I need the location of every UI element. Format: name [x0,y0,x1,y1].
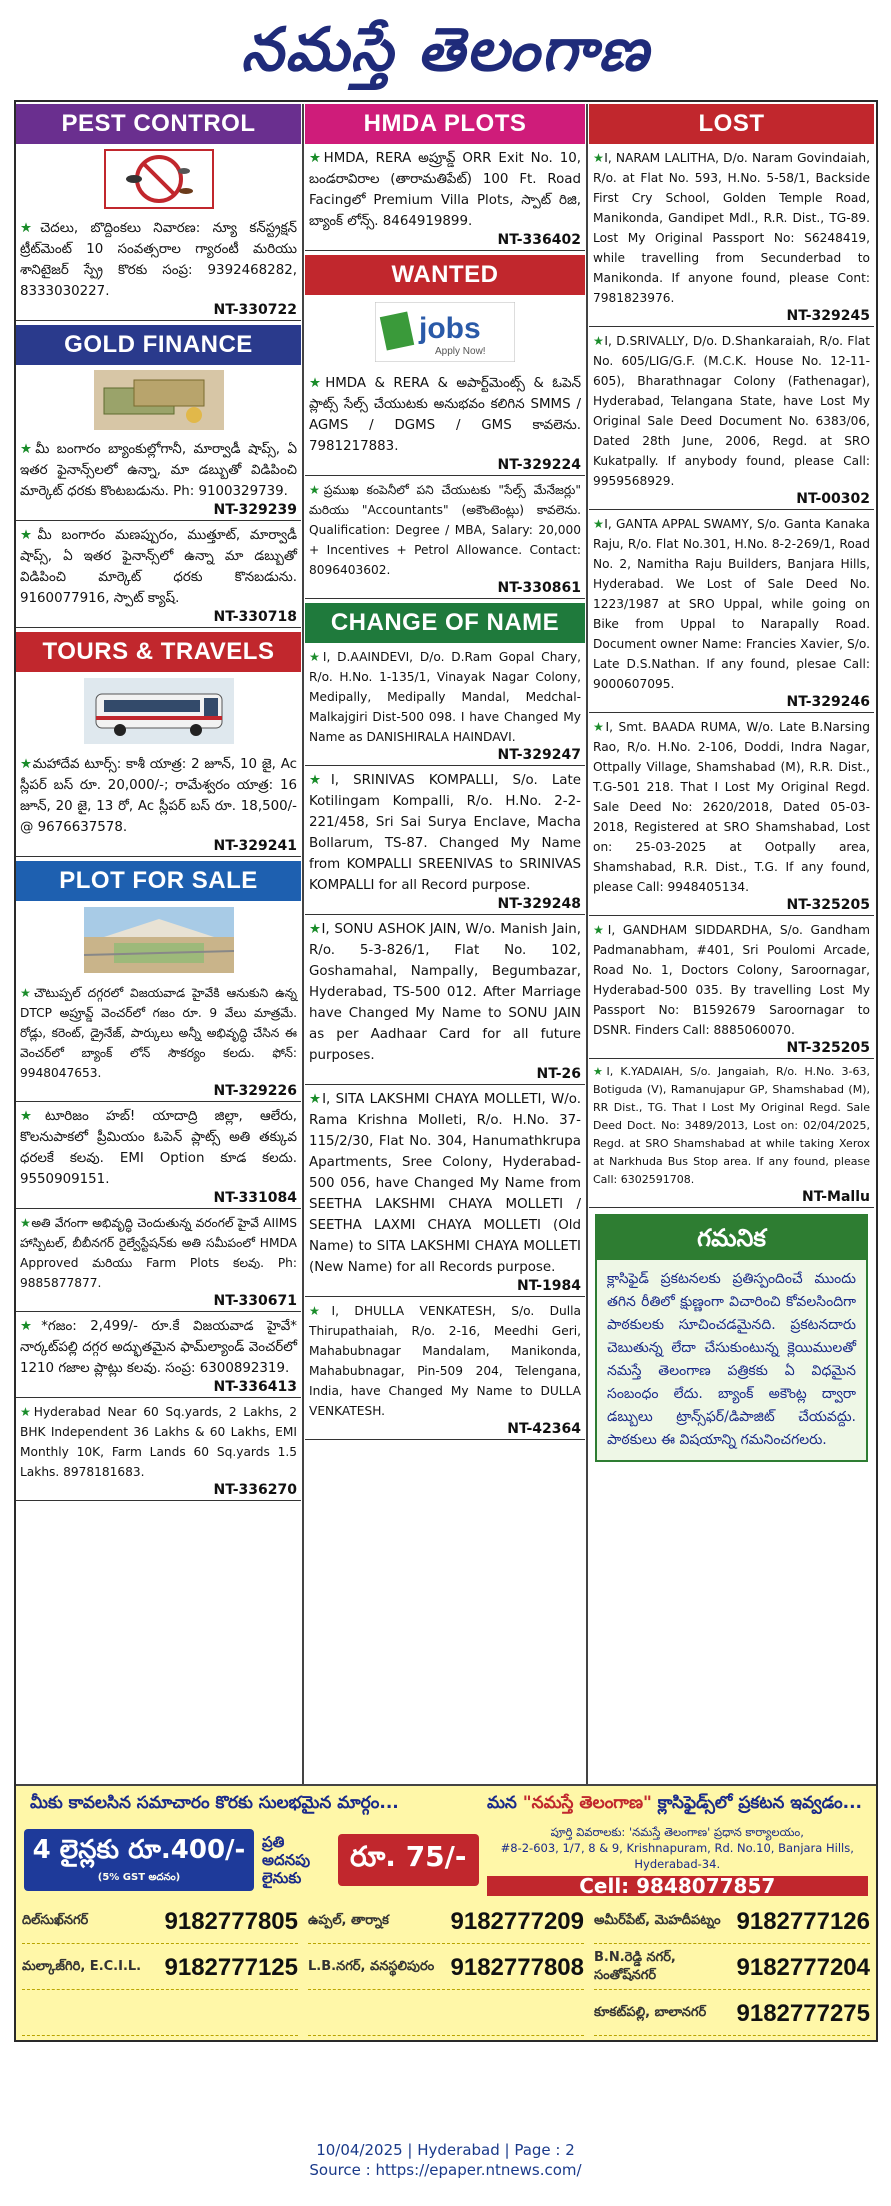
contact-item: ఉప్పల్, తార్నాక 9182777209 [308,1900,584,1944]
ad-text: ★I, DHULLA VENKATESH, S/o. Dulla Thirupathaiah, R/o. 2-16, Meedhi Geri, Mahabubnagar Mandalam, Manikonda, Mahabubnagar, Pin-509 204, Telengana, India, have Changed My Name to DULLA VENKATESH. [309,1304,581,1418]
tours-header: TOURS & TRAVELS [16,632,301,672]
address-title: పూర్తి వివరాలకు: 'నమస్తే తెలంగాణ' ప్రధాన కార్యాలయం, [550,1825,804,1839]
ad-code: NT-329246 [589,694,874,713]
contact-item: అమీర్‌పేట్, మెహదీపట్నం 9182777126 [594,1900,870,1944]
ad-text: ★I, GANTA APPAL SWAMY, S/o. Ganta Kanaka Raju, R/o. Flat No.301, H.No. 8-2-269/1, Road No. 2, Namitha Raju Builders, Banjara Hills, Hyderabad. We Lost of Sale Deed No. 1223/1987 at SRO Uppal, while going on Bike from Uppal to Narapally Road. Document owner Name: Francies Xavier, S/o. Late D.S.Nathan. If any found, plesae Call: 9000607095. [593,517,870,691]
ad-text: ★ప్రముఖ కంపెనీలో పని చేయుటకు "సేల్స్ మేనేజర్లు" మరియు "Accountants" (అకౌంటెంట్లు) కావలెను. Qualification: Degree / MBA, Salary: 20,000 + Incentives + Petrol Allowance. Contact: 8096403602. [309,483,581,577]
ad-text: ★చౌటుప్పల్ దగ్గరలో విజయవాడ హైవేకి ఆనుకుని ఉన్న DTCP అప్రూవ్డ్ వెంచర్‌లో గజం రూ. 9 వేలు మాత్రమే. రోడ్లు, కరెంట్, డ్రైనేజ్, పార్కులు అన్నీ అభివృద్ధి చేసిన ఈ వెంచర్‌లో బ్యాంక్ లోన్ సౌకర్యం కలదు. ఫోన్: 9948047653. [20,986,297,1080]
ad-text: ★I, GANDHAM SIDDARDHA, S/o. Gandham Padmanabham, #401, Sri Poulomi Arcade, Road No. 1, Doctors Colony, Saroornagar, Hyderabad-500 035. By travelling Lost My Passport No: B1592679 Saroornagar to DSNR. Finders Call: 8885060070. [593,923,870,1037]
ad-code: NT-329226 [16,1083,301,1102]
jobs-logo [305,299,585,365]
banner-right: క్లాసిఫైడ్స్‌లో ప్రకటన ఇవ్వడం... [657,1793,862,1813]
column-3 [589,104,874,1462]
ad-text: ★I, NARAM LALITHA, D/o. Naram Govindaiah, R/o. at Flat No. 593, H.No. 5-58/1, Backside First Cry School, Golden Temple Road, Manikonda, Gandipet Mdl., R.R. Dist., TG-89. Lost My Original Passport No: S6248419, while travelling from Secunderbad to Manikonda. If anyone found, please Cont: 7981823976. [593,151,870,305]
ad-code: NT-325205 [589,1040,874,1059]
banner-pricing [16,1824,876,1896]
ad-text: ★I, D.SRIVALLY, D/o. D.Shankaraiah, R/o. Flat No. 605/LIG/G.F. (M.C.K. House No. 12-11-605), Bharathnagar Colony (Fathenagar), Hyderabad, Telangana State, have Lost My Original Sale Deed Document No. 6383/06, Dated 28th June, 2006, Regd. at SRO Kukatpally. If anybody found, please Call: 9959568929. [593,334,870,488]
ad-code: NT-330722 [16,302,301,321]
ad-code: NT-336270 [16,1482,301,1501]
price-gst: (5% GST అదనం) [97,1872,181,1883]
ad-code: NT-329245 [589,308,874,327]
ad-code: NT-329247 [305,747,585,766]
ad-text: ★I, D.AAINDEVI, D/o. D.Ram Gopal Chary, R/o. H.No. 1-135/1, Vinayak Nagar Colony, Medipally, Medipally Mandal, Medchal-Malkajgiri Dist-500 098. I have Changed My Name as DANISHIRALA HAINDAVI. [309,650,581,744]
extra-line-amount: రూ. 75/- [338,1834,479,1886]
ad-code: NT-329248 [305,896,585,915]
ad-text: ★HMDA, RERA అప్రూవ్డ్ ORR Exit No. 10, బండరావిరాల (తారామతిపేట్) 100 Ft. Road Facingలో Premium Villa Plots, స్పాట్ రిజి, బ్యాంక్ లోన్స్. 8464919899. [309,151,581,229]
ad-code: NT-Mallu [589,1189,874,1208]
ad-code: NT-336402 [305,232,585,251]
price-main: 4 లైన్లకు రూ.400/- [32,1835,246,1865]
money-icon [16,369,301,431]
ad-text: ★మీ బంగారం బ్యాంకుల్లోగానీ, మార్వాడీ షాప్స్, ఏ ఇతర ఫైనాన్స్‌లలో ఉన్నా, మా డబ్బుతో విడిపించి మార్కెట్ ధరకు కొంటబడును. Ph: 9100329739. [20,442,297,499]
ad-code: NT-42364 [305,1421,585,1440]
footer-date-line: 10/04/2025 | Hyderabad | Page : 2 [316,2141,575,2159]
ad-text: ★అతి వేగంగా అభివృద్ధి చెందుతున్న వరంగల్ హైవే AIIMS హాస్పిటల్, బీబీనగర్ రైల్వేస్టేషన్‌కు అతి సమీపంలో HMDA Approved మరియు Farm Plots కలవు. Ph: 9885877877. [20,1216,297,1290]
notice-box [595,1214,868,1462]
contact-item: మల్కాజ్‌గిరి, E.C.I.L. 9182777125 [22,1946,298,1990]
ad-text: ★I, SITA LAKSHMI CHAYA MOLLETI, W/o. Rama Krishna Molleti, R/o. H.No. 37-115/2/30, Flat No. 304, Hanumathkrupa Apartments, Sree Colony, Hyderabad-500 056, have Changed My Name from SEETHA LAKSHMI CHAYA MOLLETI / SEETHA LAXMI CHAYA MOLLETI (Old Name) to SITA LAKSHMI CHAYA MOLLETI (New Name) for all Records purpose. [309,1092,581,1275]
contact-item: B.N.రెడ్డి నగర్, సంతోష్‌నగర్ 9182777204 [594,1946,870,1990]
ad-code: NT-330718 [16,609,301,628]
column-1 [16,104,301,1501]
ad-code: NT-00302 [589,491,874,510]
ad-code: NT-1984 [305,1278,585,1297]
contact-grid [16,1896,876,2040]
banner-tagline [16,1786,876,1824]
column-2 [305,104,585,1440]
footer-source-link[interactable]: Source : https://epaper.ntnews.com/ [309,2161,582,2179]
ad-code: NT-26 [305,1066,585,1085]
price-box [24,1829,254,1891]
ad-code: NT-331084 [16,1190,301,1209]
classifieds-banner [16,1784,876,2040]
pest-control-header: PEST CONTROL [16,104,301,144]
extra-line-price [262,1833,479,1887]
contact-item [308,1992,584,2036]
banner-brand: "నమస్తే తెలంగాణ" [522,1793,652,1813]
contact-item: కూకట్‌పల్లి, బాలానగర్ 9182777275 [594,1992,870,2036]
gold-finance-header: GOLD FINANCE [16,325,301,365]
contact-item: L.B.నగర్, వనస్థలిపురం 9182777808 [308,1946,584,1990]
newspaper-title: నమస్తే తెలంగాణ [240,15,651,85]
wanted-header: WANTED [305,255,585,295]
ad-text: ★HMDA & RERA & అపార్ట్‌మెంట్స్ & ఓపెన్ ప్లాట్స్ సేల్స్ చేయుటకు అనుభవం కలిగిన SMMS / AGMS / DGMS / GMS కావలెను. 7981217883. [309,376,581,454]
address-line: #8-2-603, 1/7, 8 & 9, Krishnapuram, Rd. No.10, Banjara Hills, Hyderabad-34. [500,1841,854,1871]
office-cell: Cell: 9848077857 [487,1876,868,1896]
hmda-plots-header: HMDA PLOTS [305,104,585,144]
extra-line-label: ప్రతి అదనపు లైనుకు [262,1833,311,1887]
ad-text: ★I, Smt. BAADA RUMA, W/o. Late B.Narsing Rao, R/o. H.No. 2-106, Doddi, Indra Nagar, Ottpally Village, Shamshabad (M), R.R. Dist., T.G-501 218. That I Lost My Original Regd. Sale Deed No: 2620/2018, Dated 05-03-2018, Registered at SRO Shamshabad, Lost on: 25-03-2025 at Ootpally area, Shamshabad, R.R. Dist., T.G. If any found, please Call: 9948405134. [593,720,870,894]
ad-code: NT-330671 [16,1293,301,1312]
ad-code: NT-330861 [305,580,585,599]
ad-code: NT-329224 [305,457,585,476]
ad-code: NT-336413 [16,1379,301,1398]
plot-icon [16,905,301,975]
notice-title: గమనిక [597,1216,866,1260]
ad-text: ★Hyderabad Near 60 Sq.yards, 2 Lakhs, 2 BHK Independent 36 Lakhs & 60 Lakhs, EMI Monthly 10K, Farm Lands 60 Sq.yards 1.5 Lakhs. 8978181683. [20,1405,297,1479]
pest-icon [16,148,301,210]
ad-code: NT-325205 [589,897,874,916]
plot-for-sale-header: PLOT FOR SALE [16,861,301,901]
ad-text: ★I, SRINIVAS KOMPALLI, S/o. Late Kotilingam Kompalli, R/o. H.No. 2-2-221/458, Sri Sai Surya Enclave, Macha Bollarum, TS-87. Changed My Name from KOMPALLI SREENIVAS to SRINIVAS KOMPALLI for all Record purpose. [309,773,581,893]
office-address [487,1824,868,1896]
ad-text: ★చెదలు, బొద్దింకలు నివారణ: న్యూ కన్‌స్ట్రక్షన్ ట్రీట్‌మెంట్ 10 సంవత్సరాల గ్యారంటీ మరియు శానిటైజర్ స్ప్రే కొరకు సంప్ర: 9392468282, 8333030227. [20,221,297,299]
ad-text: ★I, K.YADAIAH, S/o. Jangaiah, R/o. H.No. 3-63, Botiguda (V), Ramanujapur GP, Shamshabad (M), RR Dist., TG. That I Lost My Original Regd. Sale Deed Doct. No: 3489/2013, Lost on: 02/04/2025, Regd. at SRO Shamshabad at while taking Xerox at Narkhuda Bus Stop area. If any found, please Call: 6302591708. [593,1065,870,1186]
contact-item [22,1992,298,2036]
ad-code: NT-329239 [16,502,301,521]
jobs-logo-text: jobs [419,312,481,345]
lost-header: LOST [589,104,874,144]
column-divider [302,104,304,1784]
notice-text: క్లాసిఫైడ్ ప్రకటనలకు ప్రతిస్పందించే ముందు తగిన రీతిలో క్షుణ్ణంగా విచారించి కోవలసిందిగా పాఠకులకు సూచించడమైనది. ప్రకటనదారు చెబుతున్న లేదా చేసుకుంటున్న క్లెయిములతో నమస్తే తెలంగాణ పత్రికకు ఏ విధమైన సంబంధం లేదు. బ్యాంక్ అకౌంట్ల ద్వారా డబ్బులు ట్రాన్స్‌ఫర్/డిపాజిట్ చేయవద్దు. పాఠకులు ఈ విషయాన్ని గమనించగలరు. [607,1271,856,1448]
bus-icon [16,676,301,746]
banner-mid: మన [486,1793,517,1813]
page-footer [0,2140,891,2180]
ad-code: NT-329241 [16,838,301,857]
ad-text: ★మీ బంగారం మణప్పురం, ముత్తూట్, మార్వాడీ షాప్స్, ఏ ఇతర ఫైనాన్స్‌లో ఉన్నా మా డబ్బుతో విడిపించి మార్కెట్ ధరకు కొనబడును. 9160077916, స్పాట్ క్యాష్. [20,528,297,606]
change-of-name-header: CHANGE OF NAME [305,603,585,643]
ad-text: ★టూరిజం హబ్! యాదాద్రి జిల్లా, ఆలేరు, కొలనుపాకలో ప్రీమియం ఓపెన్ ప్లాట్స్ అతి తక్కువ ధరలకే కలవు. EMI Option కూడ కలదు. 9550909151. [20,1109,297,1187]
masthead [0,0,891,100]
jobs-tagline: Apply Now! [435,346,486,357]
ad-text: ★*గజం: 2,499/- రూ.కే విజయవాడ హైవే* నార్కట్‌పల్లి దగ్గర అద్భుతమైన ఫామ్‌ల్యాండ్ వెంచర్‌లో 1210 గజాల ప్లాట్లు కలవు. సంప్ర: 6300892319. [20,1319,297,1376]
ad-text: ★మహాదేవ టూర్స్: కాశీ యాత్ర: 2 జూన్, 10 జై, Ac స్లీపర్ బస్ రూ. 20,000/-; రామేశ్వరం యాత్ర: 16 జూన్, 20 జై, 13 రో, Ac స్లీపర్ బస్ రూ. 18,500/- @ 9676637578. [20,757,297,835]
ad-text: ★I, SONU ASHOK JAIN, W/o. Manish Jain, R/o. 5-3-826/1, Flat No. 102, Goshamahal, Nampally, Begumbazar, Hyderabad, TS-500 012. After Marriage have Changed My Name to SONU JAIN as per Aadhaar Card for all future purposes. [309,922,581,1063]
column-divider [586,104,588,1784]
contact-item: దిల్‌సుఖ్‌నగర్ 9182777805 [22,1900,298,1944]
banner-left: మీకు కావలసిన సమాచారం కొరకు సులభమైన మార్గం... [30,1793,399,1813]
